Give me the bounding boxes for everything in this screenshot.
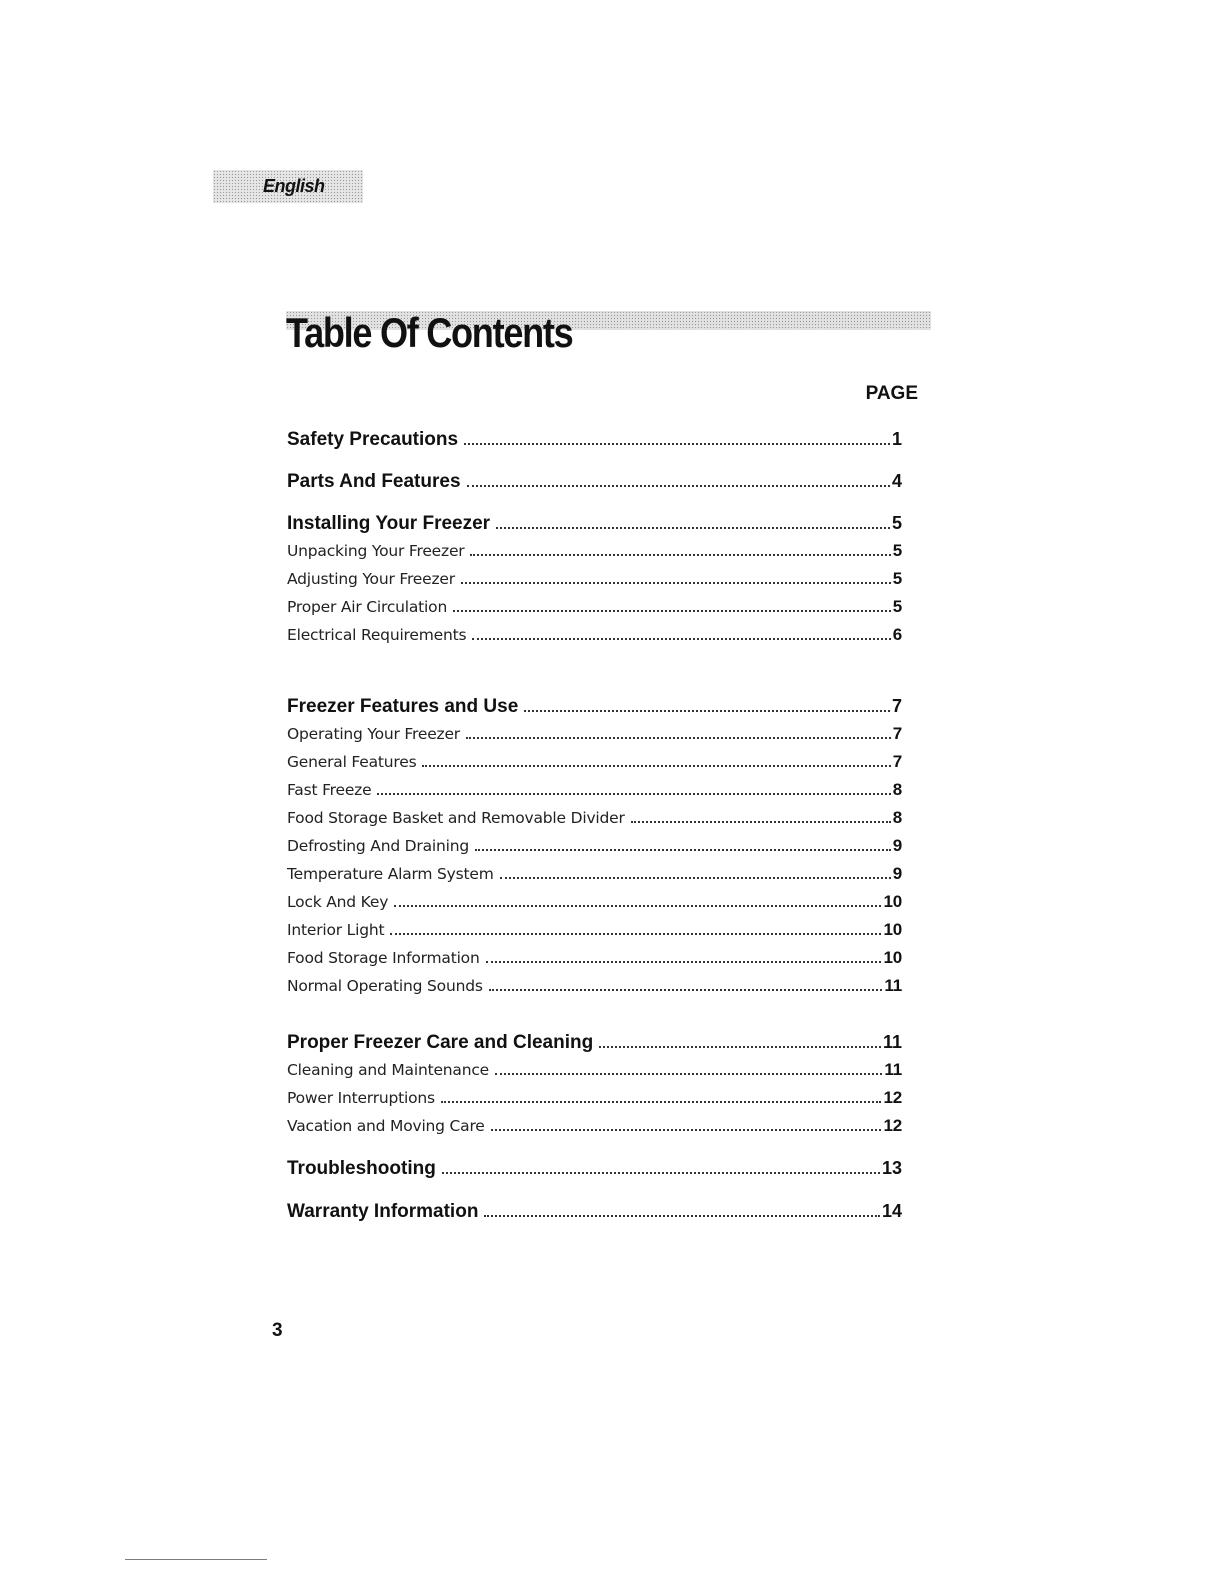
toc-entry-label: Temperature Alarm System [287,864,494,883]
toc-entry-label: Unpacking Your Freezer [287,541,465,560]
dot-leader [486,945,882,963]
language-tab [213,170,363,203]
dot-leader [394,889,881,907]
toc-entry-page: 9 [892,863,902,883]
toc-section-heading [287,466,902,493]
dot-leader [475,833,891,851]
dot-leader [495,1057,882,1075]
toc-subsection-entry [287,721,902,744]
dot-leader [466,721,891,739]
toc-entry-page: 11 [884,975,902,995]
dot-leader [390,917,881,935]
toc-entry-label: Troubleshooting [287,1158,436,1179]
toc-subsection-entry [287,749,902,772]
toc-entry-label: Warranty Information [287,1201,479,1222]
toc-subsection-entry [287,538,902,561]
toc-entry-label: Food Storage Information [287,948,480,967]
toc-entry-label: Normal Operating Sounds [287,976,483,995]
dot-leader [377,777,890,795]
toc-subsection-entry [287,777,902,800]
dot-leader [467,466,890,487]
toc-entry-page: 10 [883,919,902,939]
dot-leader [631,805,891,823]
dot-leader [491,1113,882,1131]
toc-entry-label: Operating Your Freezer [287,724,460,743]
toc-subsection-entry [287,1113,902,1136]
toc-entry-label: Electrical Requirements [287,625,467,644]
page-title: Table Of Contents [286,309,573,356]
toc-section-heading [287,691,902,718]
dot-leader [472,622,890,640]
toc-subsection-entry [287,805,902,828]
toc-entry-page: 5 [892,596,902,616]
toc-entry-page: 10 [883,891,902,911]
toc-entry-page: 4 [891,471,902,491]
dot-leader [464,424,890,445]
toc-entry-page: 11 [882,1032,902,1052]
toc-entry-page: 5 [891,513,902,533]
dot-leader [442,1153,880,1174]
page-number: 3 [272,1320,283,1341]
toc-subsection-entry [287,861,902,884]
page-column-header: PAGE [865,383,918,404]
toc-subsection-entry [287,889,902,912]
dot-leader [599,1027,881,1048]
dot-leader [422,749,890,767]
dot-leader [461,566,891,584]
toc-entry-page: 12 [883,1087,902,1107]
toc-entry-label: Parts And Features [287,471,461,492]
language-label: English [263,176,325,196]
toc-section-heading [287,1196,902,1223]
toc-entry-label: Safety Precautions [287,429,459,450]
dot-leader [484,1196,880,1217]
toc-entry-page: 8 [892,807,902,827]
toc-entry-label: Defrosting And Draining [287,836,469,855]
toc-entry-page: 7 [892,751,902,771]
toc-entry-page: 14 [881,1201,902,1221]
toc-entry-label: Installing Your Freezer [287,513,491,534]
toc-entry-page: 13 [881,1158,902,1178]
toc-entry-page: 5 [892,540,902,560]
toc-entry-page: 5 [892,568,902,588]
toc-entry-page: 7 [892,723,902,743]
toc-entry-label: Power Interruptions [287,1088,435,1107]
toc-subsection-entry [287,594,902,617]
toc-subsection-entry [287,833,902,856]
toc-subsection-entry [287,917,902,940]
dot-leader [453,594,891,612]
toc-entry-label: Interior Light [287,920,385,939]
toc-subsection-entry [287,1085,902,1108]
toc-entry-label: Proper Freezer Care and Cleaning [287,1032,594,1053]
footer-rule [125,1559,267,1560]
dot-leader [489,973,883,991]
toc-entry-label: Proper Air Circulation [287,597,448,616]
toc-entry-label: General Features [287,752,417,771]
toc-entry-label: Lock And Key [287,892,389,911]
toc-section-heading [287,1153,902,1180]
dot-leader [500,861,891,879]
toc-entry-label: Fast Freeze [287,780,372,799]
toc-subsection-entry [287,622,902,645]
toc-entry-label: Cleaning and Maintenance [287,1060,489,1079]
toc-entry-page: 6 [892,624,902,644]
toc-entry-page: 7 [891,696,902,716]
toc-entry-page: 9 [892,835,902,855]
toc-entry-page: 1 [891,429,902,449]
toc-subsection-entry [287,973,902,996]
dot-leader [496,508,890,529]
toc-subsection-entry [287,566,902,589]
toc-entry-page: 11 [884,1059,902,1079]
toc-section-heading [287,424,902,451]
toc-entry-page: 10 [883,947,902,967]
toc-section-heading [287,508,902,535]
toc-entry-page: 12 [883,1115,902,1135]
toc-entry-label: Adjusting Your Freezer [287,569,455,588]
toc-entry-label: Freezer Features and Use [287,696,519,717]
toc-entry-page: 8 [892,779,902,799]
toc-entry-label: Vacation and Moving Care [287,1116,485,1135]
dot-leader [441,1085,882,1103]
dot-leader [524,691,890,712]
dot-leader [470,538,890,556]
toc-subsection-entry [287,945,902,968]
toc-subsection-entry [287,1057,902,1080]
toc-section-heading [287,1027,902,1054]
toc-entry-label: Food Storage Basket and Removable Divider [287,808,625,827]
